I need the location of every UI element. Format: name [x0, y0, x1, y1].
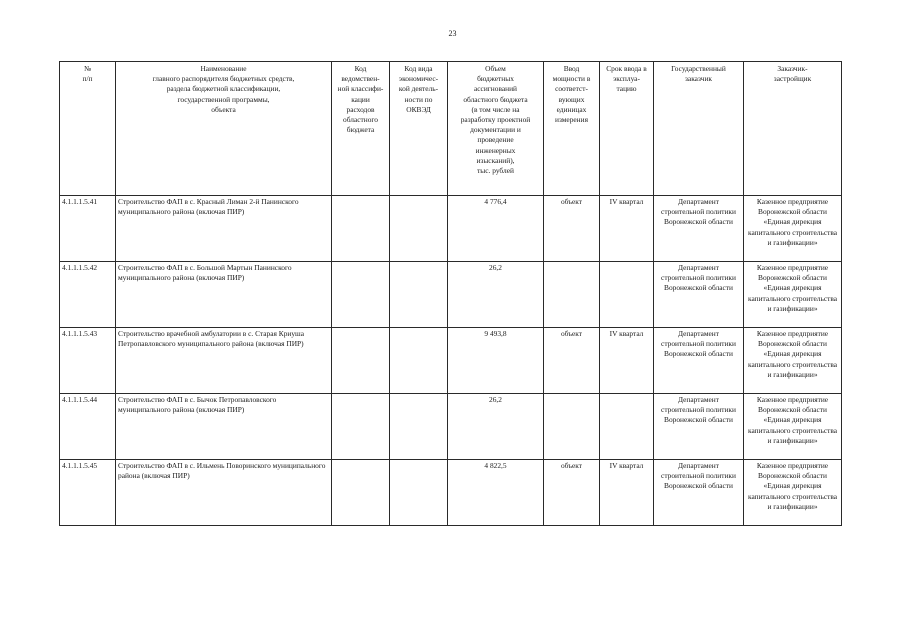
header-customer: Государственный заказчик: [654, 62, 744, 196]
row-object-name: Строительство врачебной амбулатории в с. Старая Криуша Петропавловского муниципального района (включая ПИР): [116, 328, 332, 394]
row-term: IV квартал: [600, 460, 654, 526]
row-number: 4.1.1.1.5.44: [60, 394, 116, 460]
row-customer: Департамент строительной политики Воронежской области: [654, 394, 744, 460]
row-dept-code: [332, 262, 390, 328]
row-term: IV квартал: [600, 328, 654, 394]
header-developer: Заказчик- застройщик: [744, 62, 842, 196]
row-volume: 26,2: [448, 394, 544, 460]
row-term: IV квартал: [600, 196, 654, 262]
table-row: [60, 262, 842, 328]
row-developer: Казенное предприятие Воронежской области «Единая дирекция капитального строительства и газификации»: [744, 262, 842, 328]
row-capacity: объект: [544, 460, 600, 526]
row-dept-code: [332, 460, 390, 526]
budget-table: [59, 61, 842, 526]
header-number: № п/п: [60, 62, 116, 196]
row-developer: Казенное предприятие Воронежской области «Единая дирекция капитального строительства и газификации»: [744, 328, 842, 394]
row-volume: 4 822,5: [448, 460, 544, 526]
header-dept-code: Код ведомствен- ной классифи- кации расходов областного бюджета: [332, 62, 390, 196]
row-customer: Департамент строительной политики Воронежской области: [654, 262, 744, 328]
row-number: 4.1.1.1.5.41: [60, 196, 116, 262]
row-volume: 9 493,8: [448, 328, 544, 394]
row-developer: Казенное предприятие Воронежской области «Единая дирекция капитального строительства и газификации»: [744, 196, 842, 262]
row-object-name: Строительство ФАП в с. Ильмень Поворинского муниципального района (включая ПИР): [116, 460, 332, 526]
header-capacity: Ввод мощности в соответст- вующих единицах измерения: [544, 62, 600, 196]
row-term: [600, 394, 654, 460]
header-name: Наименование главного распорядителя бюджетных средств, раздела бюджетной классификации, государственной программы, объекта: [116, 62, 332, 196]
row-developer: Казенное предприятие Воронежской области «Единая дирекция капитального строительства и газификации»: [744, 394, 842, 460]
table-row: [60, 394, 842, 460]
row-object-name: Строительство ФАП в с. Бычок Петропавловского муниципального района (включая ПИР): [116, 394, 332, 460]
header-term: Срок ввода в эксплуа- тацию: [600, 62, 654, 196]
header-okved: Код вида экономичес- кой деятель- ности по ОКВЭД: [390, 62, 448, 196]
page-number: 23: [448, 29, 457, 38]
row-okved: [390, 196, 448, 262]
row-capacity: [544, 262, 600, 328]
row-customer: Департамент строительной политики Воронежской области: [654, 328, 744, 394]
table-row: [60, 460, 842, 526]
row-number: 4.1.1.1.5.43: [60, 328, 116, 394]
row-capacity: объект: [544, 196, 600, 262]
header-volume: Объем бюджетных ассигнований областного бюджета (в том числе на разработку проектной документации и проведение инженерных изысканий), тыс. рублей: [448, 62, 544, 196]
row-dept-code: [332, 196, 390, 262]
row-capacity: объект: [544, 328, 600, 394]
row-number: 4.1.1.1.5.45: [60, 460, 116, 526]
row-okved: [390, 262, 448, 328]
row-object-name: Строительство ФАП в с. Большой Мартын Панинского муниципального района (включая ПИР): [116, 262, 332, 328]
row-okved: [390, 328, 448, 394]
row-dept-code: [332, 394, 390, 460]
row-volume: 4 776,4: [448, 196, 544, 262]
row-developer: Казенное предприятие Воронежской области «Единая дирекция капитального строительства и газификации»: [744, 460, 842, 526]
row-customer: Департамент строительной политики Воронежской области: [654, 460, 744, 526]
row-okved: [390, 460, 448, 526]
row-okved: [390, 394, 448, 460]
table-header-row: [60, 62, 842, 196]
row-customer: Департамент строительной политики Воронежской области: [654, 196, 744, 262]
row-object-name: Строительство ФАП в с. Красный Лиман 2-й Панинского муниципального района (включая ПИР): [116, 196, 332, 262]
row-capacity: [544, 394, 600, 460]
row-dept-code: [332, 328, 390, 394]
table-row: [60, 328, 842, 394]
row-number: 4.1.1.1.5.42: [60, 262, 116, 328]
row-term: [600, 262, 654, 328]
table-row: [60, 196, 842, 262]
row-volume: 26,2: [448, 262, 544, 328]
